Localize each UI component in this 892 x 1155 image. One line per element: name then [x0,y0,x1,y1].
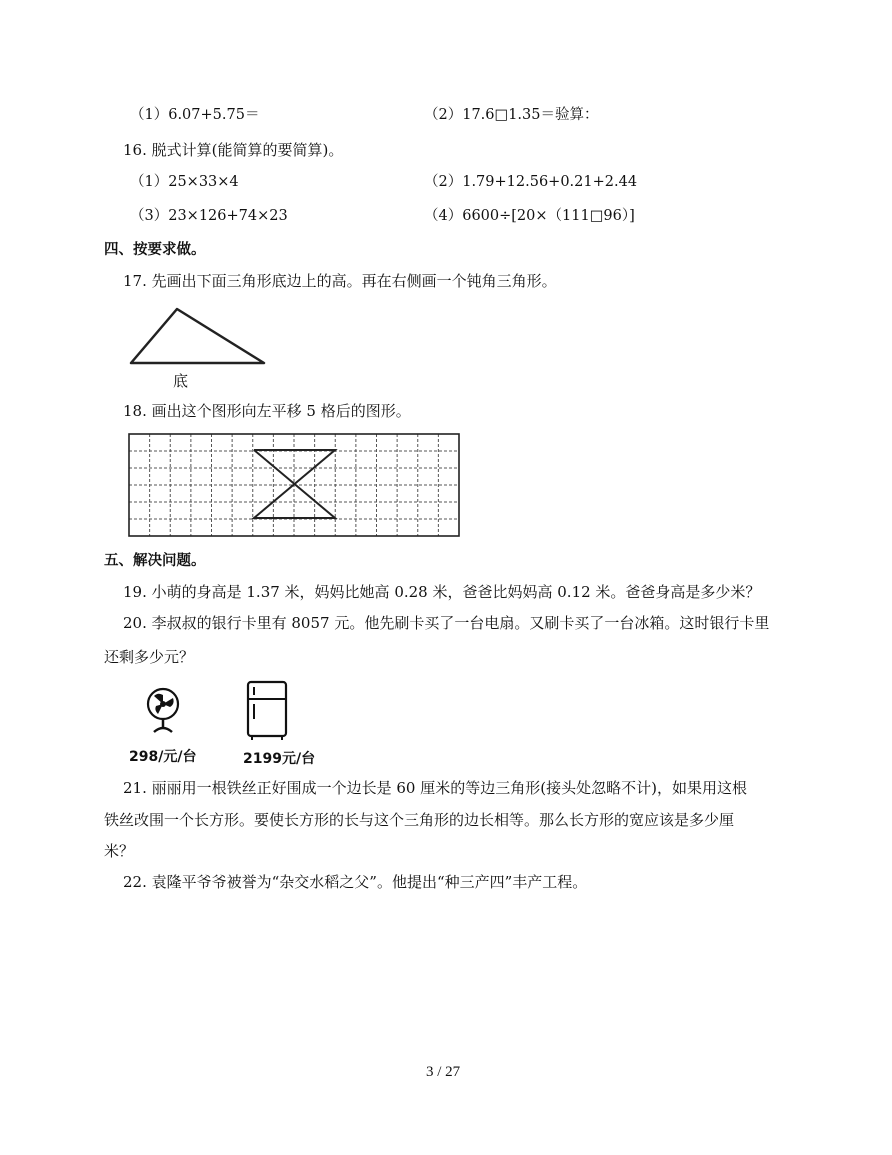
q16-title: 16. 脱式计算(能简算的要简算)。 [123,141,344,159]
fridge-price-label: 2199元/台 [243,751,316,767]
q21-line-1: 21. 丽丽用一根铁丝正好围成一个边长是 60 厘米的等边三角形(接头处忽略不计)，如果用这根 [123,779,747,797]
q17-title: 17. 先画出下面三角形底边上的高。再在右侧画一个钝角三角形。 [123,272,557,290]
q22-text: 22. 袁隆平爷爷被誉为“杂交水稻之父”。他提出“种三产四”丰产工程。 [123,873,588,891]
q21-line-2: 铁丝改围一个长方形。要使长方形的长与这个三角形的边长相等。那么长方形的宽应该是多少厘 [104,811,735,829]
page-number: 3 / 27 [426,1064,461,1080]
q16-item-3: （3）23×126+74×23 [130,208,288,224]
triangle-figure [120,300,280,372]
q19-text: 19. 小萌的身高是 1.37 米，妈妈比她高 0.28 米，爸爸比妈妈高 0.12 米。爸爸身高是多少米？ [123,583,761,601]
q20-line-1: 20. 李叔叔的银行卡里有 8057 元。他先刷卡买了一台电扇。又刷卡买了一台冰箱。这时银行卡里 [123,614,770,632]
triangle-base-label: 底 [173,372,189,390]
q16-item-4: （4）6600÷[20×（111□96）] [424,208,635,224]
section-5-heading: 五、解决问题。 [104,552,206,569]
q18-title: 18. 画出这个图形向左平移 5 格后的图形。 [123,402,411,420]
fridge-icon [244,679,290,741]
fan-price-label: 298/元/台 [129,749,197,765]
q21-line-3: 米？ [104,842,135,860]
q16-item-2: （2）1.79+12.56+0.21+2.44 [424,174,638,190]
q15-item-1: （1）6.07+5.75＝ [130,107,260,123]
section-4-heading: 四、按要求做。 [104,241,206,258]
q20-line-2: 还剩多少元？ [104,648,195,666]
q16-item-1: （1）25×33×4 [130,174,239,190]
fan-icon [140,684,188,738]
q15-item-2: （2）17.6□1.35＝验算： [424,107,599,123]
translation-grid [126,430,462,540]
